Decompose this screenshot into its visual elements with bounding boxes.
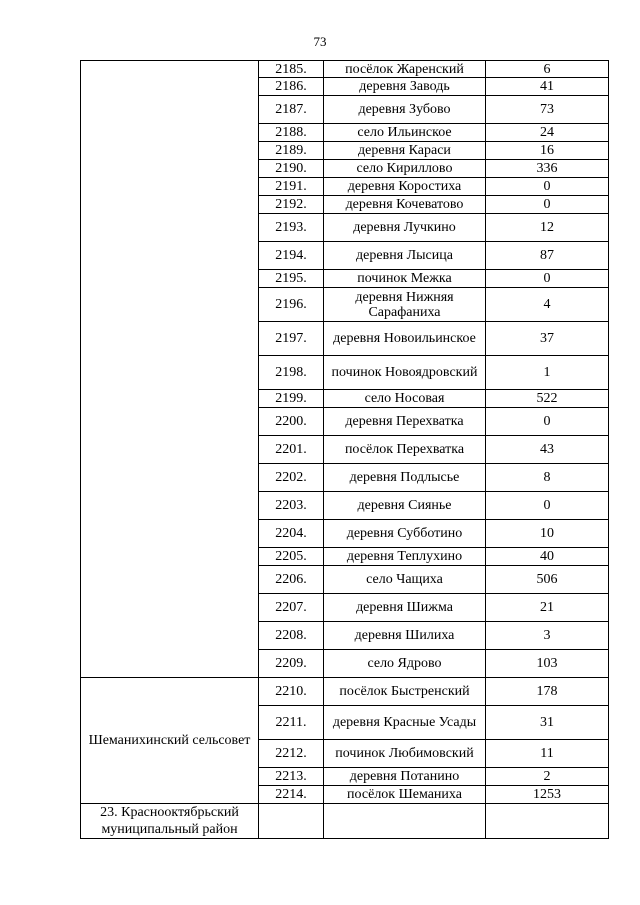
- settlement-name: починок Межка: [324, 270, 486, 288]
- population-value: 3: [486, 622, 609, 650]
- row-number: 2206.: [259, 566, 324, 594]
- population-value: 37: [486, 322, 609, 356]
- settlement-name: посёлок Перехватка: [324, 436, 486, 464]
- settlement-name: деревня Шилиха: [324, 622, 486, 650]
- settlement-name: деревня Нижняя Сарафаниха: [324, 288, 486, 322]
- settlement-name: деревня Лысица: [324, 242, 486, 270]
- population-value: 8: [486, 464, 609, 492]
- population-value: 4: [486, 288, 609, 322]
- settlement-name: деревня Красные Усады: [324, 706, 486, 740]
- settlement-name: [324, 804, 486, 839]
- row-number: 2207.: [259, 594, 324, 622]
- population-value: 24: [486, 124, 609, 142]
- population-value: 21: [486, 594, 609, 622]
- population-value: 11: [486, 740, 609, 768]
- row-number: 2198.: [259, 356, 324, 390]
- row-number: 2185.: [259, 61, 324, 78]
- page-number: 73: [313, 34, 327, 49]
- population-value: 0: [486, 492, 609, 520]
- row-number: 2189.: [259, 142, 324, 160]
- population-value: 0: [486, 270, 609, 288]
- population-value: 0: [486, 408, 609, 436]
- row-number: 2210.: [259, 678, 324, 706]
- row-number: 2211.: [259, 706, 324, 740]
- row-number: 2186.: [259, 78, 324, 96]
- settlement-name: посёлок Шеманиха: [324, 786, 486, 804]
- row-number: 2187.: [259, 96, 324, 124]
- row-number: 2202.: [259, 464, 324, 492]
- settlement-name: деревня Шижма: [324, 594, 486, 622]
- municipality-cell: [81, 61, 259, 678]
- row-number: 2193.: [259, 214, 324, 242]
- population-value: [486, 804, 609, 839]
- population-value: 522: [486, 390, 609, 408]
- row-number: 2190.: [259, 160, 324, 178]
- population-value: 41: [486, 78, 609, 96]
- row-number: 2191.: [259, 178, 324, 196]
- row-number: 2204.: [259, 520, 324, 548]
- population-value: 16: [486, 142, 609, 160]
- settlement-name: село Ядрово: [324, 650, 486, 678]
- settlement-name: село Ильинское: [324, 124, 486, 142]
- settlement-name: посёлок Быстренский: [324, 678, 486, 706]
- settlement-name: село Носовая: [324, 390, 486, 408]
- population-value: 40: [486, 548, 609, 566]
- row-number: 2197.: [259, 322, 324, 356]
- population-value: 506: [486, 566, 609, 594]
- population-value: 31: [486, 706, 609, 740]
- row-number: 2214.: [259, 786, 324, 804]
- population-value: 1: [486, 356, 609, 390]
- population-value: 178: [486, 678, 609, 706]
- settlement-name: деревня Кочеватово: [324, 196, 486, 214]
- row-number: 2208.: [259, 622, 324, 650]
- row-number: 2194.: [259, 242, 324, 270]
- population-value: 43: [486, 436, 609, 464]
- settlement-name: починок Новоядровский: [324, 356, 486, 390]
- settlement-name: деревня Лучкино: [324, 214, 486, 242]
- settlement-name: деревня Подлысье: [324, 464, 486, 492]
- row-number: 2213.: [259, 768, 324, 786]
- row-number: 2200.: [259, 408, 324, 436]
- district-heading: 23. Краснооктябрьский муниципальный район: [81, 804, 259, 839]
- population-value: 0: [486, 196, 609, 214]
- settlement-name: деревня Новоильинское: [324, 322, 486, 356]
- population-value: 2: [486, 768, 609, 786]
- population-value: 1253: [486, 786, 609, 804]
- settlements-table: [80, 60, 609, 839]
- settlement-name: деревня Субботино: [324, 520, 486, 548]
- population-value: 10: [486, 520, 609, 548]
- population-value: 6: [486, 61, 609, 78]
- population-value: 12: [486, 214, 609, 242]
- row-number: 2203.: [259, 492, 324, 520]
- settlement-name: деревня Караси: [324, 142, 486, 160]
- row-number: 2195.: [259, 270, 324, 288]
- population-value: 103: [486, 650, 609, 678]
- row-number: 2188.: [259, 124, 324, 142]
- population-value: 87: [486, 242, 609, 270]
- settlement-name: починок Любимовский: [324, 740, 486, 768]
- row-number: 2192.: [259, 196, 324, 214]
- population-value: 0: [486, 178, 609, 196]
- settlement-name: деревня Зубово: [324, 96, 486, 124]
- municipality-cell: Шеманихинский сельсовет: [81, 678, 259, 804]
- settlement-name: деревня Сиянье: [324, 492, 486, 520]
- row-number: 2209.: [259, 650, 324, 678]
- settlement-name: посёлок Жаренский: [324, 61, 486, 78]
- settlement-name: деревня Теплухино: [324, 548, 486, 566]
- settlement-name: деревня Перехватка: [324, 408, 486, 436]
- settlement-name: деревня Заводь: [324, 78, 486, 96]
- population-value: 336: [486, 160, 609, 178]
- row-number: 2199.: [259, 390, 324, 408]
- settlement-name: село Кириллово: [324, 160, 486, 178]
- row-number: 2205.: [259, 548, 324, 566]
- population-value: 73: [486, 96, 609, 124]
- row-number: 2212.: [259, 740, 324, 768]
- settlement-name: село Чащиха: [324, 566, 486, 594]
- row-number: 2196.: [259, 288, 324, 322]
- row-number: [259, 804, 324, 839]
- row-number: 2201.: [259, 436, 324, 464]
- settlement-name: деревня Потанино: [324, 768, 486, 786]
- settlement-name: деревня Коростиха: [324, 178, 486, 196]
